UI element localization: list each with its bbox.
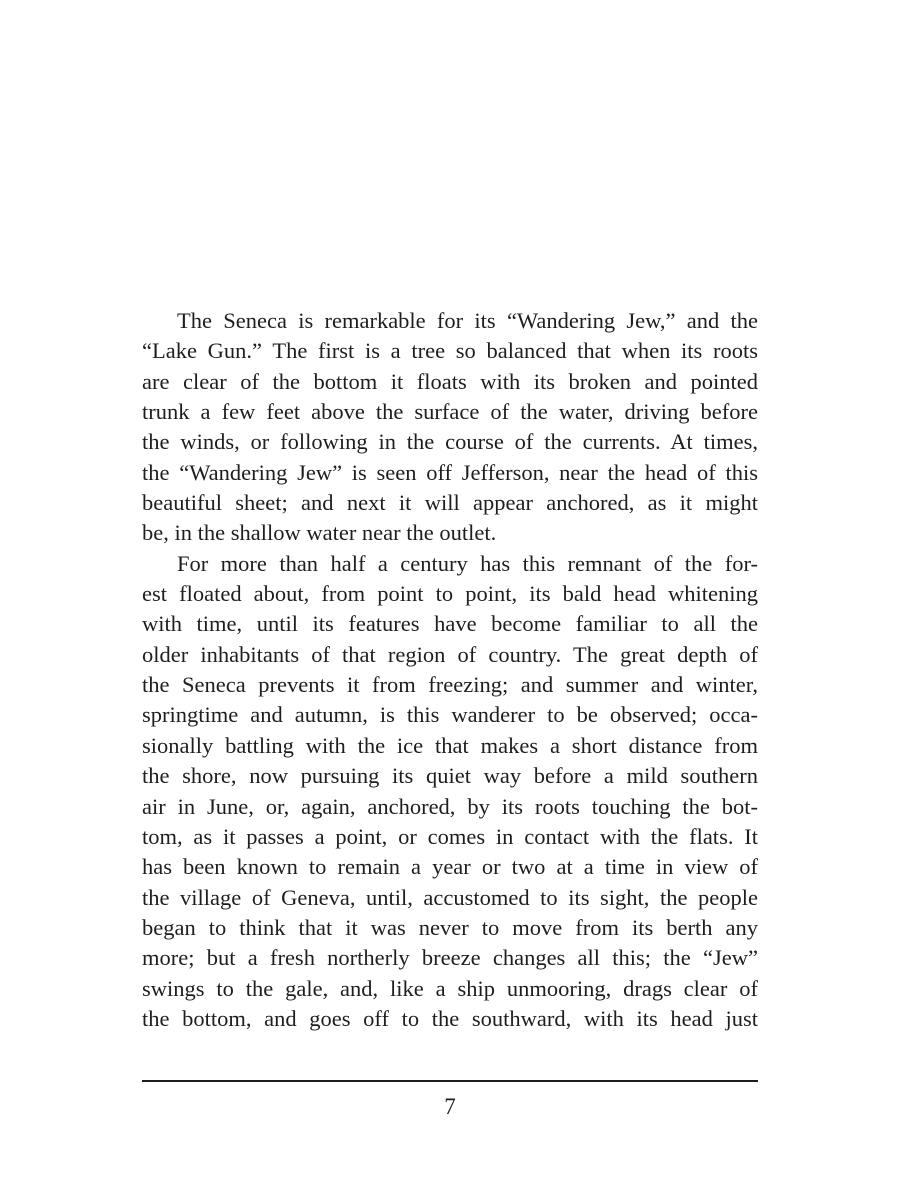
body-text: [142, 306, 758, 1034]
page-number: 7: [444, 1094, 456, 1119]
text-line: the Seneca prevents it from freezing; and summer and winter,: [142, 672, 758, 698]
paragraph: [142, 549, 758, 1035]
text-line: beautiful sheet; and next it will appear anchored, as it might: [142, 490, 758, 516]
text-line: the “Wandering Jew” is seen off Jefferson, near the head of this: [142, 459, 758, 485]
text-line: began to think that it was never to move from its berth any: [142, 914, 758, 940]
paragraph: [142, 306, 758, 549]
text-line: the bottom, and goes off to the southward, with its head just: [142, 1005, 758, 1031]
text-line: tom, as it passes a point, or comes in contact with the flats. It: [142, 823, 758, 849]
text-line: with time, until its features have become familiar to all the: [142, 611, 758, 637]
text-line: est floated about, from point to point, its bald head whitening: [142, 581, 758, 607]
text-line: more; but a fresh northerly breeze changes all this; the “Jew”: [142, 945, 758, 971]
footer-rule: [142, 1080, 758, 1082]
text-line: “Lake Gun.” The first is a tree so balanced that when its roots: [142, 338, 758, 364]
text-line: swings to the gale, and, like a ship unmooring, drags clear of: [142, 975, 758, 1001]
text-line: For more than half a century has this remnant of the for-: [177, 550, 758, 576]
text-line: sionally battling with the ice that makes a short distance from: [142, 732, 758, 758]
text-line: springtime and autumn, is this wanderer to be observed; occa-: [142, 702, 758, 728]
text-line: air in June, or, again, anchored, by its roots touching the bot-: [142, 793, 758, 819]
text-line: older inhabitants of that region of country. The great depth of: [142, 641, 758, 667]
text-line: the shore, now pursuing its quiet way before a mild southern: [142, 763, 758, 789]
text-line: trunk a few feet above the surface of the water, driving before: [142, 399, 758, 425]
text-line: be, in the shallow water near the outlet.: [142, 520, 497, 546]
text-line: the winds, or following in the course of the currents. At times,: [142, 429, 758, 455]
text-line: the village of Geneva, until, accustomed to its sight, the people: [142, 884, 758, 910]
text-line: are clear of the bottom it floats with its broken and pointed: [142, 368, 758, 394]
text-line: has been known to remain a year or two at a time in view of: [142, 854, 758, 880]
text-line: The Seneca is remarkable for its “Wandering Jew,” and the: [177, 308, 758, 333]
